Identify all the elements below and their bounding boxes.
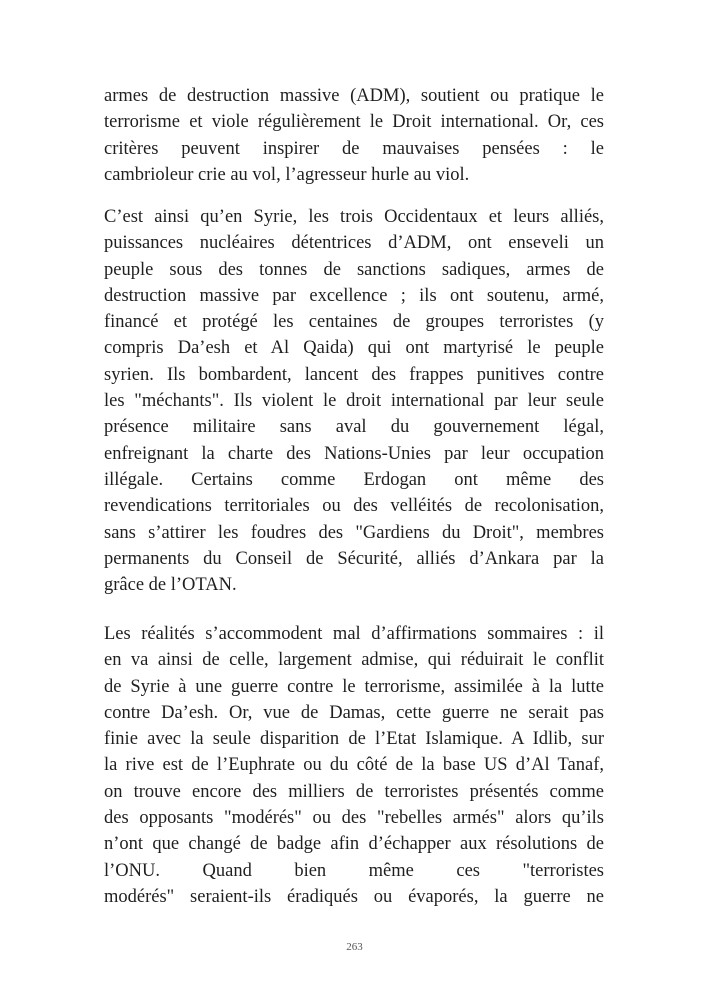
text-line: sans s’attirer les foudres des "Gardiens du Droit", membres: [104, 522, 604, 543]
page-number: 263: [346, 941, 363, 953]
text-line: illégale. Certains comme Erdogan ont même des: [104, 469, 604, 490]
text-line: n’ont que changé de badge afin d’échapper aux résolutions de: [104, 834, 604, 855]
text-line: l’ONU. Quand bien même ces "terroristes: [104, 860, 604, 881]
text-line: terrorisme et viole régulièrement le Droit international. Or, ces: [104, 112, 604, 133]
text-line: en va ainsi de celle, largement admise, qui réduirait le conflit: [104, 650, 604, 671]
text-line: peuple sous des tonnes de sanctions sadiques, armes de: [104, 259, 604, 280]
text-line: destruction massive par excellence ; ils ont soutenu, armé,: [104, 285, 604, 306]
text-line: des opposants "modérés" ou des "rebelles armés" alors qu’ils: [104, 808, 604, 829]
text-line: de Syrie à une guerre contre le terrorisme, assimilée à la lutte: [104, 676, 604, 697]
text-line: enfreignant la charte des Nations-Unies par leur occupation: [104, 443, 604, 464]
text-line: permanents du Conseil de Sécurité, alliés d’Ankara par la: [104, 548, 604, 569]
text-line: puissances nucléaires détentrices d’ADM, ont enseveli un: [104, 233, 604, 254]
text-line: finie avec la seule disparition de l’Etat Islamique. A Idlib, sur: [104, 729, 604, 750]
text-line: financé et protégé les centaines de groupes terroristes (y: [104, 312, 604, 333]
text-line: compris Da’esh et Al Qaida) qui ont martyrisé le peuple: [104, 338, 604, 359]
text-line: présence militaire sans aval du gouvernement légal,: [104, 417, 604, 438]
text-line: la rive est de l’Euphrate ou du côté de la base US d’Al Tanaf,: [104, 755, 604, 776]
text-line: critères peuvent inspirer de mauvaises pensées : le: [104, 138, 604, 159]
paragraph-3: [104, 621, 604, 910]
text-line: grâce de l’OTAN.: [104, 575, 237, 596]
paragraph-1: [104, 83, 604, 188]
text-line: C’est ainsi qu’en Syrie, les trois Occidentaux et leurs alliés,: [104, 207, 604, 227]
text-line: les "méchants". Ils violent le droit international par leur seule: [104, 391, 604, 412]
text-line: Les réalités s’accommodent mal d’affirmations sommaires : il: [104, 624, 604, 644]
paragraph-2: [104, 204, 604, 598]
text-line: on trouve encore des milliers de terroristes présentés comme: [104, 781, 604, 802]
text-line: armes de destruction massive (ADM), soutient ou pratique le: [104, 86, 604, 106]
text-line: revendications territoriales ou des velléités de recolonisation,: [104, 496, 604, 517]
text-line: syrien. Ils bombardent, lancent des frappes punitives contre: [104, 364, 604, 385]
text-line: modérés" seraient-ils éradiqués ou évaporés, la guerre ne: [104, 886, 604, 907]
text-line: contre Da’esh. Or, vue de Damas, cette guerre ne serait pas: [104, 702, 604, 723]
text-line: cambrioleur crie au vol, l’agresseur hurle au viol.: [104, 164, 470, 185]
